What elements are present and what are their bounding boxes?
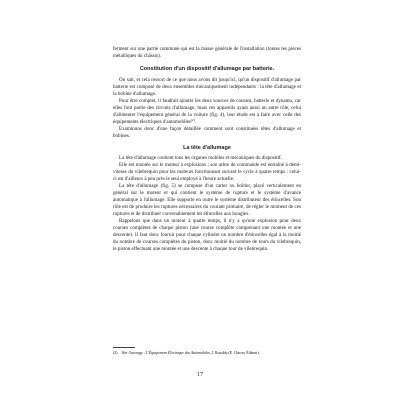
section-heading-constitution: Constitution d'un dispositif d'allumage par batterie. <box>139 65 275 72</box>
paragraph-tete-4: Rappelons que dans un moteur à quatre temps, il n'y a qu'une explosion pour deux courses complètes de chaque piston (une course complète comprenant une montée et une descente). Il faut donc fournir pour chaque cylindre un nombre d'étincelles égal à la moitié du nombre de courses complètes du piston, donc moitié du nombre de tours du vilebrequin, le piston effectuant une montée et une descente à chaque tour de vilebrequin. <box>113 218 301 252</box>
paragraph-batterie-1: On sait, et cela ressort de ce que nous avons dit jusqu'ici, qu'un dispositif d'allumage par batterie est composé de deux ensembles mécaniquement indépendants : la tête d'allumage et la bobine d'allumage. <box>113 76 301 97</box>
paragraph-tete-3: La tête d'allumage (fig. 5) se compose d'un carter ou boîtier, placé verticalement en général sur le moteur et qui contient le système de rupture et le système d'avance automatique à l'allumage. Elle supporte en outre le système distributeur des étincelles. Son rôle est de produire les ruptures nécessaires du courant primaire, de régler le moment de ces ruptures et de distribuer convenablement les étincelles aux bougies. <box>113 183 301 218</box>
footnote-divider <box>113 347 135 348</box>
paragraph-batterie-2-end: . <box>194 118 196 125</box>
paragraph-batterie-3: Examinons donc d'une façon détaillée comment sont constituées têtes d'allumage et bobines. <box>113 125 301 139</box>
paragraph-batterie-2 <box>113 98 301 126</box>
footnote-prefix: Voir l'ouvrage : <box>121 350 146 355</box>
footnote <box>113 350 301 355</box>
footnote-number: (2) <box>113 350 118 355</box>
section-heading-tete: La tête d'allumage <box>183 145 231 152</box>
paragraph-tete-1: La tête d'allumage contient tous les organes mobiles et mécaniques du dispositif. <box>119 155 282 162</box>
body-column <box>113 46 301 253</box>
footnote-reference: (2) <box>191 117 195 122</box>
footnote-book-title: L'Équipement Électrique des Automobiles, <box>145 350 211 355</box>
page-number: 17 <box>197 372 203 378</box>
footnote-author-publisher: J. Rosaldy (E. Chiron, Éditeur). <box>211 350 260 355</box>
paragraph-batterie-2-text: Pour être complet, il faudrait ajouter les deux sources de courant, batterie et dynamo, car elles font partie des circuits d'allumage, mais ces appareils ayant aussi un autre rôle, celui d'alimenter l'équipement général de la voiture (fig. 4), leur étude est à faire avec celle des équipements électriques d'automobiles <box>113 97 301 125</box>
paragraph-tete-2: Elle est montée sur le moteur à explosions ; son arbre de commande est entraîné à demi-vitesse du vilebrequin pour les moteurs fonctionnant suivant le cycle à quatre temps : celui-ci est d'ailleurs à peu près le seul employé à l'heure actuelle. <box>113 162 301 183</box>
paragraph-intro: ferment sur une partie commune qui est la masse générale de l'installation (toutes les pièces métalliques du châssis). <box>113 46 301 59</box>
